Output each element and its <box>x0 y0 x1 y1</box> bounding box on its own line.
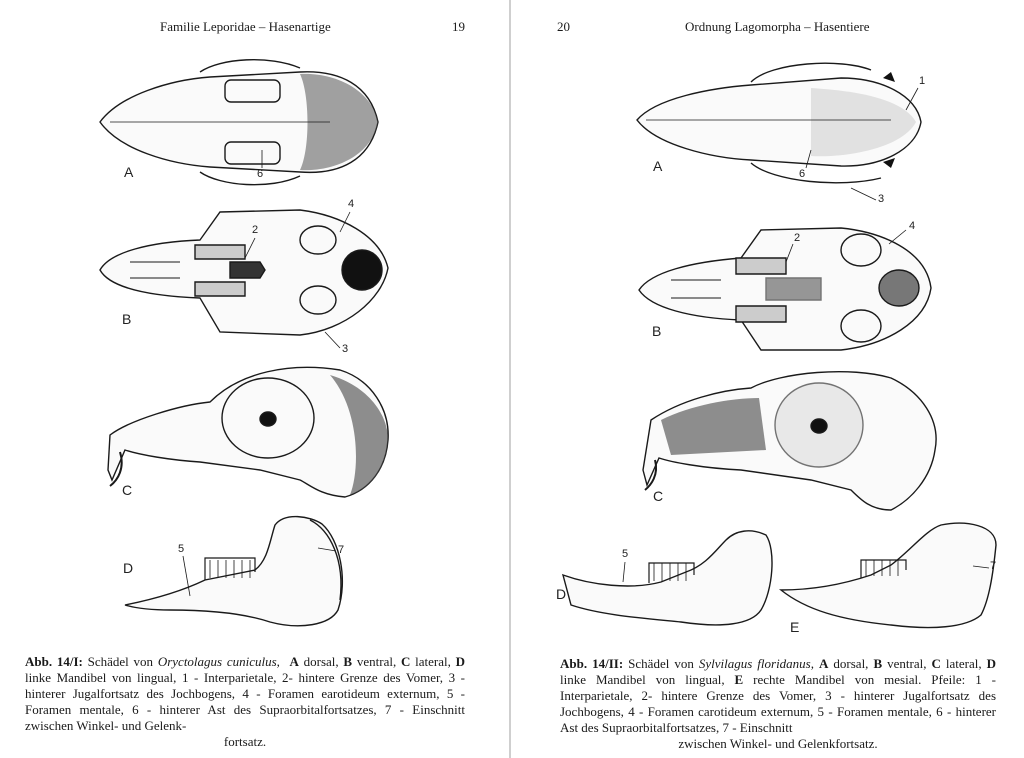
caption-text: ventral, <box>352 654 401 669</box>
mandible-d <box>125 517 345 626</box>
caption-last-line: zwischen Winkel- und Gelenkfortsatz. <box>678 736 878 751</box>
panel-label-d: D <box>556 586 567 602</box>
panel-label-e: E <box>790 619 800 635</box>
species-name: Oryctolagus cuniculus, <box>157 654 280 669</box>
species-name: Sylvilagus floridanus, <box>698 656 814 671</box>
callout-6: 6 <box>257 168 264 180</box>
skull-dorsal-a <box>100 60 378 185</box>
panel-label-c: C <box>122 482 133 498</box>
caption-bold-d: D <box>455 654 466 669</box>
callout-3: 3 <box>342 343 349 355</box>
running-head-left: Familie Leporidae – Hasenartige <box>160 19 331 34</box>
mandible-e <box>781 523 996 627</box>
caption-bold-e: E <box>734 672 744 687</box>
panel-label-a: A <box>124 164 134 180</box>
skull-illustrations-sylvilagus <box>511 0 1024 640</box>
caption-text: lateral, <box>410 654 456 669</box>
left-page <box>0 0 509 758</box>
caption-text: linke Mandibel von lingual, 1 - Interparietale, 2- hintere Grenze des Vomer, 3 - hinterer Jugalfortsatz des Jochbogens, 4 - Foramen earotideum externum, 5 - Foramen mentale, 6 - hinterer Ast des Supraorbitalfortsatzes, 7 - Einschnitt zwischen Winkel- und Gelenk- <box>25 670 465 733</box>
callout-3: 3 <box>878 193 885 205</box>
panel-label-c: C <box>653 488 664 504</box>
callout-4: 4 <box>348 198 355 210</box>
figure-caption-right <box>560 656 996 752</box>
callout-5: 5 <box>622 548 629 560</box>
callout-2: 2 <box>252 224 259 236</box>
caption-last-line: fortsatz. <box>223 734 267 749</box>
page-number-right: 20 <box>557 19 570 34</box>
skull-dorsal-a <box>637 63 921 183</box>
caption-text: linke Mandibel von lingual, <box>560 672 735 687</box>
panel-label-a: A <box>653 158 663 174</box>
callout-7: 7 <box>338 544 345 556</box>
skull-lateral-c <box>108 367 388 497</box>
callout-4: 4 <box>909 220 916 232</box>
panel-label-b: B <box>122 311 132 327</box>
skull-ventral-b <box>639 228 931 350</box>
caption-bold-d: D <box>986 656 997 671</box>
caption-text: rechte Mandibel von mesial. Pfeile: 1 - Interparietale, 2- hintere Grenze des Vomer, 3 - hinterer Jugalfortsatz des Jochbogens, 4 - Foramen carotideum externum, 5 - Foramen mentale, 6 - hinterer Ast des Supraorbitalfortsatzes, 7 - Einschnitt <box>560 672 997 735</box>
caption-bold-b: B <box>343 654 353 669</box>
caption-text: ventral, <box>882 656 932 671</box>
right-page <box>511 0 1024 758</box>
caption-prefix: Abb. 14/II: <box>560 656 624 671</box>
callout-5: 5 <box>178 543 185 555</box>
skull-ventral-b <box>100 210 388 335</box>
running-head-right: Ordnung Lagomorpha – Hasentiere <box>685 19 870 34</box>
page-number-left: 19 <box>452 19 465 34</box>
mandible-d <box>563 531 772 625</box>
caption-text: dorsal, <box>828 656 874 671</box>
callout-7: 7 <box>990 560 997 572</box>
caption-bold-a: A <box>819 656 829 671</box>
caption-prefix: Abb. 14/I: <box>25 654 83 669</box>
panel-label-b: B <box>652 323 662 339</box>
callout-1: 1 <box>919 75 926 87</box>
callout-2: 2 <box>794 232 801 244</box>
caption-bold-b: B <box>873 656 883 671</box>
panel-label-d: D <box>123 560 134 576</box>
caption-text: Schädel von <box>82 654 158 669</box>
skull-illustrations-oryctolagus <box>0 0 509 640</box>
caption-bold-c: C <box>400 654 411 669</box>
callout-6: 6 <box>799 168 806 180</box>
figure-caption-left <box>25 654 465 750</box>
caption-text: Schädel von <box>623 656 699 671</box>
caption-text: dorsal, <box>298 654 344 669</box>
caption-text: lateral, <box>940 656 987 671</box>
caption-bold-c: C <box>931 656 941 671</box>
caption-bold-a: A <box>289 654 299 669</box>
skull-lateral-c <box>643 372 936 510</box>
